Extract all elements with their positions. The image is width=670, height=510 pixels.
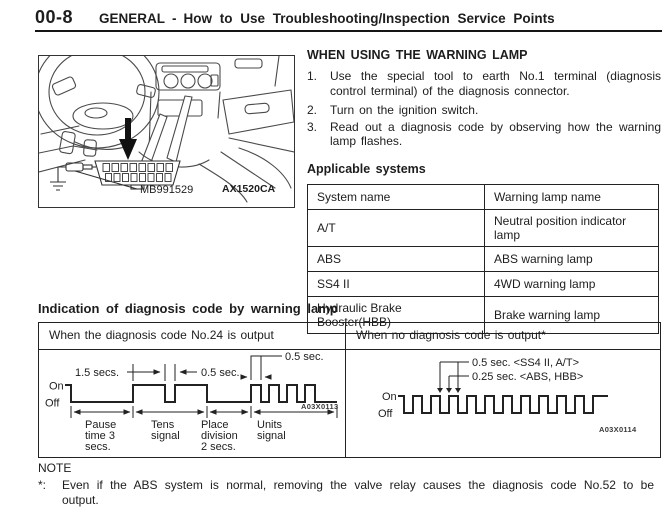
locator-arrow-icon	[119, 118, 137, 160]
waveform-trace	[65, 385, 337, 402]
waveform-on-label: On	[382, 391, 397, 403]
no-code-panel	[346, 323, 660, 457]
table-row	[308, 271, 659, 296]
lamp-name-cell: ABS warning lamp	[485, 246, 659, 271]
step-text: Read out a diagnosis code by observing how the warning lamp flashes.	[330, 119, 661, 148]
waveform-figure-code: A03X0114	[599, 425, 637, 434]
waveform-figure-code: A03X0113	[301, 402, 339, 411]
lamp-name-cell: Neutral position indicator lamp	[485, 209, 659, 246]
segment-label: Tens	[151, 419, 175, 431]
lamp-name-cell: 4WD warning lamp	[485, 271, 659, 296]
applicable-systems-table	[307, 184, 659, 334]
warning-lamp-heading: WHEN USING THE WARNING LAMP	[307, 48, 528, 62]
page-title	[99, 11, 555, 26]
code24-waveform	[39, 350, 345, 454]
waveform-off-label: Off	[378, 408, 393, 420]
note-text: Even if the ABS system is normal, removing the valve relay causes the diagnosis code No.52 to be output.	[62, 478, 654, 507]
table-row	[308, 209, 659, 246]
lamp-name-cell: Brake warning lamp	[485, 296, 659, 333]
page-number: 00-8	[35, 7, 74, 27]
page-header	[35, 7, 555, 28]
note-heading: NOTE	[38, 461, 72, 475]
step-text: Turn on the ignition switch.	[330, 103, 479, 117]
system-name-cell: ABS	[308, 246, 485, 271]
segment-arrows	[71, 406, 337, 418]
section-name: GENERAL	[99, 11, 166, 26]
segment-label: Place	[201, 419, 229, 431]
column-header: System name	[308, 184, 485, 209]
annotation-line2: 0.25 sec. <ABS, HBB>	[472, 371, 584, 383]
chapter-title: How to Use Troubleshooting/Inspection Service Points	[183, 11, 555, 26]
waveform-off-label: Off	[45, 397, 60, 410]
step-item	[307, 69, 661, 98]
period-bracket	[440, 362, 469, 390]
segment-label: Pause	[85, 419, 117, 431]
waveform-trace	[398, 396, 608, 413]
system-name-cell: A/T	[308, 209, 485, 246]
segment-label: division	[201, 430, 238, 442]
step-number: 3.	[307, 119, 318, 134]
note-row	[38, 478, 654, 508]
title-separator: -	[172, 11, 177, 26]
segment-label: secs.	[85, 441, 111, 453]
segment-label: time 3	[85, 430, 115, 442]
applicable-systems-heading: Applicable systems	[307, 161, 426, 176]
annotation-line1: 0.5 sec. <SS4 II, A/T>	[472, 357, 580, 369]
dim-tens-width-label: 1.5 secs.	[75, 367, 120, 379]
step-number: 1.	[307, 69, 318, 83]
figure-code: AX1520CA	[222, 183, 276, 195]
period-arrowheads	[437, 388, 461, 393]
tool-label: MB991529	[140, 184, 194, 196]
segment-label: Units	[257, 419, 283, 431]
ground-symbol-icon	[50, 182, 66, 190]
step-item	[307, 120, 661, 149]
dim-units-width-label: 0.5 sec.	[285, 351, 324, 363]
step-item	[307, 103, 661, 118]
code24-panel	[39, 323, 346, 457]
step-text: Use the special tool to earth No.1 terminal (diagnosis control terminal) of the diagnosis connector.	[330, 69, 661, 98]
instructions-column	[307, 48, 661, 334]
step-number: 2.	[307, 103, 318, 117]
dimension-lines	[127, 364, 197, 381]
table-header-row	[308, 184, 659, 209]
header-rule	[35, 30, 662, 32]
diagnosis-indication-box	[38, 322, 661, 458]
dim-tens-gap-label: 0.5 sec.	[201, 367, 240, 379]
waveform-on-label: On	[49, 380, 64, 393]
panel-title: When the diagnosis code No.24 is output	[39, 323, 345, 350]
dashboard-illustration	[39, 56, 294, 207]
units-bracket	[241, 356, 282, 380]
segment-label: signal	[151, 430, 180, 442]
panel-title: When no diagnosis code is output*	[346, 323, 660, 350]
segment-label: signal	[257, 430, 286, 442]
system-name-cell: SS4 II	[308, 271, 485, 296]
column-header: Warning lamp name	[485, 184, 659, 209]
step-list	[307, 69, 661, 149]
note-marker: *:	[38, 478, 47, 492]
no-code-waveform	[346, 350, 657, 454]
figure-box	[38, 55, 295, 208]
note-block	[38, 461, 654, 508]
table-row	[308, 246, 659, 271]
indication-heading: Indication of diagnosis code by warning lamp	[38, 301, 338, 316]
system-name-cell: Hydraulic Brake Booster(HBB)	[308, 296, 485, 333]
segment-label: 2 secs.	[201, 441, 236, 453]
